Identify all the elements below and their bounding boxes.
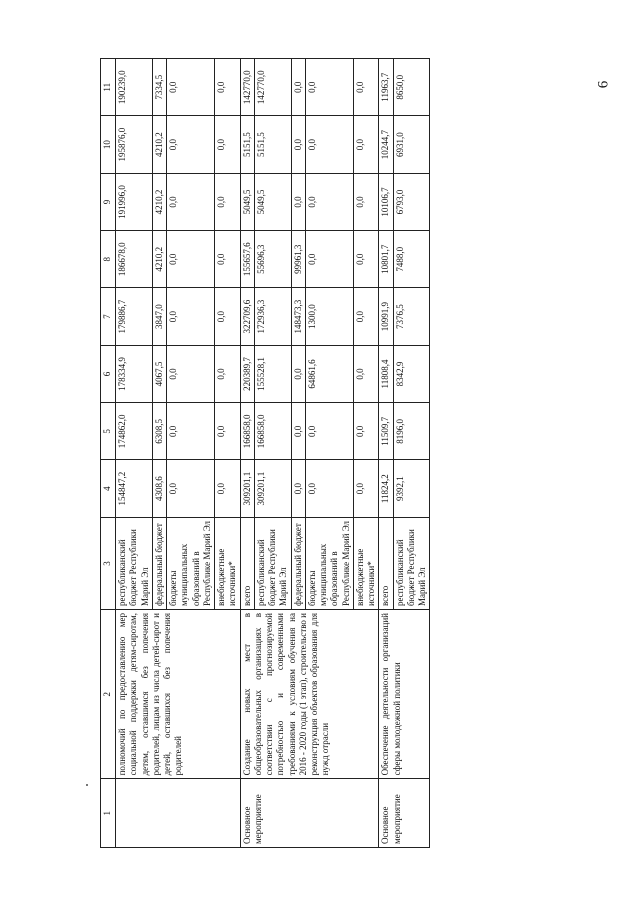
amount-cell: 0,0 xyxy=(167,59,215,116)
amount-cell: 0,0 xyxy=(305,116,353,173)
amount-cell: 191996,0 xyxy=(116,173,153,230)
funding-source-cell: внебюджетные источники* xyxy=(353,517,379,609)
amount-cell: 155528,1 xyxy=(254,345,291,402)
funding-source-cell: бюджеты муниципальных образований в Республике Марий Эл xyxy=(305,517,353,609)
amount-cell: 5151,5 xyxy=(254,116,291,173)
amount-cell: 0,0 xyxy=(305,403,353,460)
amount-cell: 10991,9 xyxy=(379,288,393,345)
funding-source-cell: федеральный бюджет xyxy=(291,517,305,609)
amount-cell: 8196,0 xyxy=(393,403,430,460)
amount-cell: 4210,2 xyxy=(152,116,166,173)
funding-source-cell: всего xyxy=(379,517,393,609)
amount-cell: 6931,0 xyxy=(393,116,430,173)
amount-cell: 8342,9 xyxy=(393,345,430,402)
amount-cell: 5049,5 xyxy=(254,173,291,230)
amount-cell: 8650,0 xyxy=(393,59,430,116)
activity-name-cell: Создание новых мест в общеобразовательных организациях в соответствии с прогнозируемой потребностью и современными требованиями к условиям обучения на 2016 - 2020 годы (1 этап), строительство и реконструкция объектов образования для нужд отрасли xyxy=(240,610,379,779)
amount-cell: 186678,0 xyxy=(116,231,153,288)
funding-source-cell: республиканский бюджет Республики Марий Эл xyxy=(393,517,430,609)
amount-cell: 0,0 xyxy=(353,231,379,288)
scan-dot xyxy=(86,784,88,786)
amount-cell: 220389,7 xyxy=(240,345,254,402)
table-row xyxy=(379,59,393,848)
amount-cell: 0,0 xyxy=(215,288,241,345)
amount-cell: 0,0 xyxy=(215,59,241,116)
amount-cell: 0,0 xyxy=(305,460,353,517)
amount-cell: 1300,0 xyxy=(305,288,353,345)
amount-cell: 99961,3 xyxy=(291,231,305,288)
amount-cell: 0,0 xyxy=(291,403,305,460)
amount-cell: 0,0 xyxy=(167,345,215,402)
table-body xyxy=(116,59,430,848)
amount-cell: 179886,7 xyxy=(116,288,153,345)
amount-cell: 10801,7 xyxy=(379,231,393,288)
amount-cell: 0,0 xyxy=(215,460,241,517)
amount-cell: 7334,5 xyxy=(152,59,166,116)
amount-cell: 0,0 xyxy=(353,173,379,230)
amount-cell: 0,0 xyxy=(291,173,305,230)
amount-cell: 0,0 xyxy=(167,173,215,230)
amount-cell: 309201,1 xyxy=(254,460,291,517)
amount-cell: 142770,0 xyxy=(254,59,291,116)
amount-cell: 309201,1 xyxy=(240,460,254,517)
amount-cell: 154847,2 xyxy=(116,460,153,517)
rotated-table-sheet xyxy=(100,58,520,848)
amount-cell: 10106,7 xyxy=(379,173,393,230)
amount-cell: 10244,7 xyxy=(379,116,393,173)
amount-cell: 0,0 xyxy=(167,231,215,288)
amount-cell: 142770,0 xyxy=(240,59,254,116)
amount-cell: 11963,7 xyxy=(379,59,393,116)
amount-cell: 178334,9 xyxy=(116,345,153,402)
header-cell: 3 xyxy=(101,517,116,609)
amount-cell: 9392,1 xyxy=(393,460,430,517)
table-row xyxy=(116,59,153,848)
amount-cell: 55696,3 xyxy=(254,231,291,288)
amount-cell: 5049,5 xyxy=(240,173,254,230)
amount-cell: 0,0 xyxy=(291,345,305,402)
amount-cell: 11824,2 xyxy=(379,460,393,517)
amount-cell: 11808,4 xyxy=(379,345,393,402)
amount-cell: 0,0 xyxy=(291,116,305,173)
amount-cell: 0,0 xyxy=(215,173,241,230)
header-cell: 4 xyxy=(101,460,116,517)
amount-cell: 5151,5 xyxy=(240,116,254,173)
amount-cell: 4308,6 xyxy=(152,460,166,517)
amount-cell: 195876,0 xyxy=(116,116,153,173)
header-row xyxy=(101,59,116,848)
header-cell: 1 xyxy=(101,779,116,848)
amount-cell: 6308,5 xyxy=(152,403,166,460)
header-cell: 8 xyxy=(101,231,116,288)
amount-cell: 7488,0 xyxy=(393,231,430,288)
amount-cell: 0,0 xyxy=(215,403,241,460)
amount-cell: 190239,0 xyxy=(116,59,153,116)
amount-cell: 0,0 xyxy=(353,288,379,345)
amount-cell: 0,0 xyxy=(291,460,305,517)
amount-cell: 0,0 xyxy=(353,345,379,402)
header-cell: 11 xyxy=(101,59,116,116)
amount-cell: 0,0 xyxy=(353,403,379,460)
amount-cell: 0,0 xyxy=(291,59,305,116)
amount-cell: 0,0 xyxy=(353,116,379,173)
amount-cell: 4067,5 xyxy=(152,345,166,402)
table-row xyxy=(240,59,254,848)
budget-table xyxy=(100,58,430,848)
funding-source-cell: федеральный бюджет xyxy=(152,517,166,609)
amount-cell: 0,0 xyxy=(305,231,353,288)
amount-cell: 4210,2 xyxy=(152,231,166,288)
amount-cell: 0,0 xyxy=(215,231,241,288)
amount-cell: 0,0 xyxy=(167,403,215,460)
amount-cell: 0,0 xyxy=(305,59,353,116)
amount-cell: 0,0 xyxy=(305,173,353,230)
amount-cell: 172936,3 xyxy=(254,288,291,345)
header-cell: 2 xyxy=(101,610,116,779)
header-cell: 9 xyxy=(101,173,116,230)
amount-cell: 11509,7 xyxy=(379,403,393,460)
funding-source-cell: бюджеты муниципальных образований в Республике Марий Эл xyxy=(167,517,215,609)
amount-cell: 0,0 xyxy=(215,116,241,173)
header-cell: 6 xyxy=(101,345,116,402)
funding-source-cell: всего xyxy=(240,517,254,609)
amount-cell: 0,0 xyxy=(167,288,215,345)
amount-cell: 7376,5 xyxy=(393,288,430,345)
amount-cell: 155657,6 xyxy=(240,231,254,288)
amount-cell: 3847,0 xyxy=(152,288,166,345)
header-cell: 7 xyxy=(101,288,116,345)
activity-name-cell: Обеспечение деятельности организаций сферы молодежной политики xyxy=(379,610,430,779)
amount-cell: 6793,0 xyxy=(393,173,430,230)
activity-type-cell: Основное мероприятие xyxy=(379,779,430,848)
amount-cell: 0,0 xyxy=(167,460,215,517)
amount-cell: 0,0 xyxy=(353,59,379,116)
amount-cell: 4210,2 xyxy=(152,173,166,230)
amount-cell: 174862,0 xyxy=(116,403,153,460)
header-cell: 5 xyxy=(101,403,116,460)
activity-type-cell: Основное мероприятие xyxy=(240,779,379,848)
amount-cell: 166858,0 xyxy=(240,403,254,460)
activity-type-cell xyxy=(116,779,241,848)
amount-cell: 64861,6 xyxy=(305,345,353,402)
page-number: 6 xyxy=(595,80,612,89)
amount-cell: 0,0 xyxy=(167,116,215,173)
amount-cell: 166858,0 xyxy=(254,403,291,460)
amount-cell: 148473,3 xyxy=(291,288,305,345)
activity-name-cell: полномочий по предоставлению мер социальной поддержки детям-сиротам, детям, оставшимся без попечения родителей, лицам из числа детей-сирот и детей, оставшихся без попечения родителей xyxy=(116,610,241,779)
amount-cell: 322709,6 xyxy=(240,288,254,345)
amount-cell: 0,0 xyxy=(215,345,241,402)
funding-source-cell: республиканский бюджет Республики Марий Эл xyxy=(254,517,291,609)
amount-cell: 0,0 xyxy=(353,460,379,517)
funding-source-cell: внебюджетные источники* xyxy=(215,517,241,609)
funding-source-cell: республиканский бюджет Республики Марий Эл xyxy=(116,517,153,609)
header-cell: 10 xyxy=(101,116,116,173)
